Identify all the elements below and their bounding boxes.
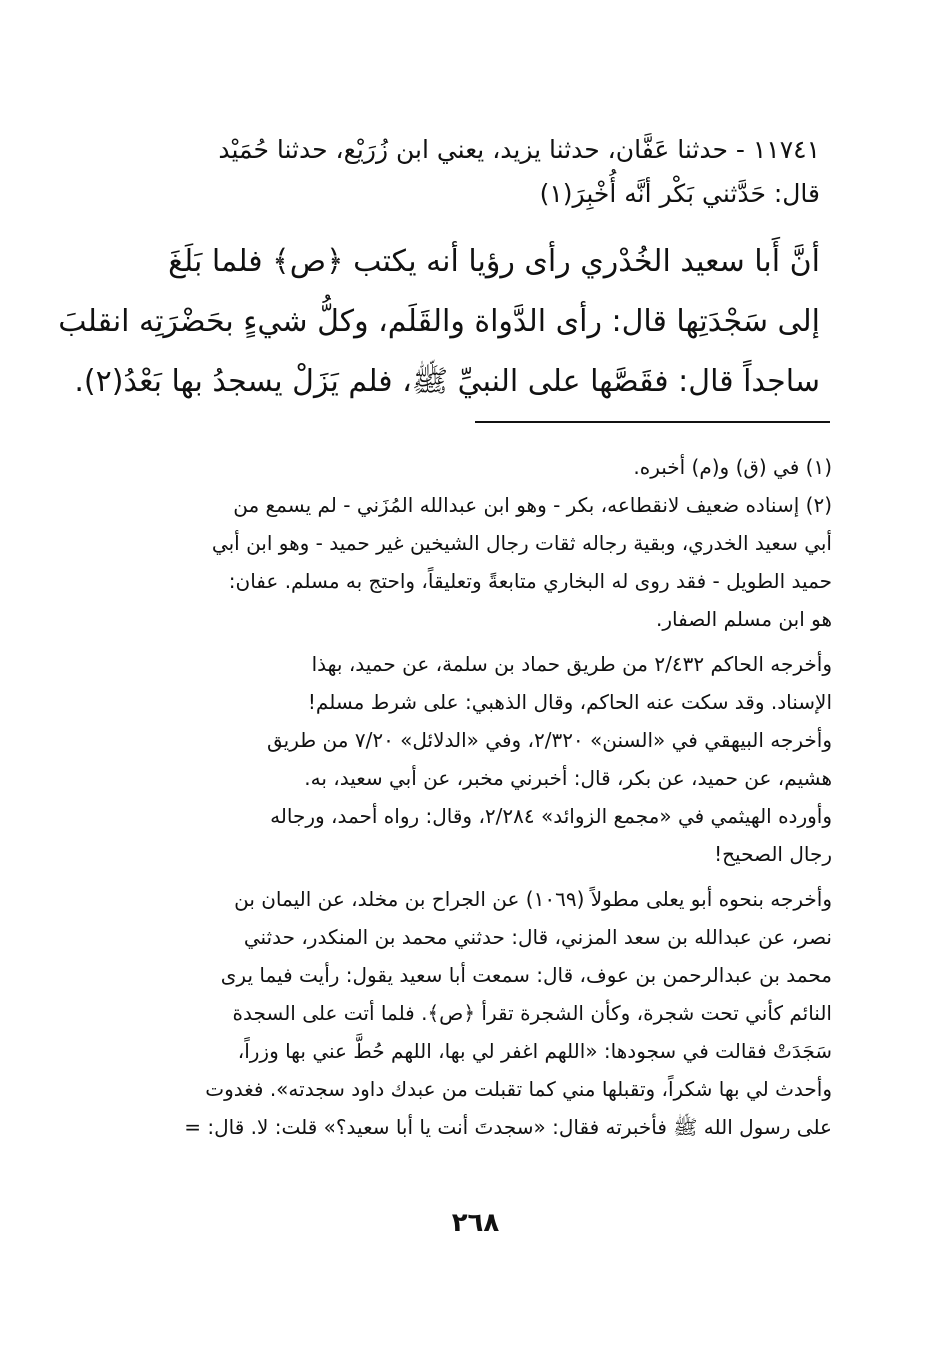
hadith-text-line: إلى سَجْدَتِها قال: رأى الدَّواة والقَلَم، وكلُّ شيءٍ بحَضْرَتِه انقلبَ [58, 304, 820, 339]
footnote-line: وأخرجه البيهقي في «السنن» ٢/٣٢٠، وفي «الدلائل» ٧/٢٠ من طريق [266, 728, 832, 752]
isnad-line: ١١٧٤١ - حدثنا عَفَّان، حدثنا يزيد، يعني ابن زُرَيْع، حدثنا حُمَيْد [218, 135, 820, 164]
footnote [126, 448, 832, 486]
footnotes [126, 448, 832, 1146]
paragraph-gap [126, 638, 832, 645]
page-number: ٢٦٨ [451, 1208, 500, 1238]
hadith-isnad [120, 128, 820, 216]
footnote-line: رجال الصحيح! [714, 842, 832, 866]
hadith-text [58, 232, 820, 412]
isnad-line: قال: حَدَّثني بَكْر أنَّه أُخْبِرَ(١) [539, 179, 820, 208]
footnote-line: حميد الطويل - فقد روى له البخاري متابعةً وتعليقاً، واحتج به مسلم. عفان: [228, 569, 832, 593]
footnote-paragraph [126, 880, 832, 1146]
hadith-text-line: أنَّ أَبا سعيد الخُدْري رأى رؤيا أنه يكتب ﴿ص﴾ فلما بَلَغَ [168, 244, 820, 279]
footnote-line: هو ابن مسلم الصفار. [655, 607, 832, 631]
footnote-line: سَجَدَتْ فقالت في سجودها: «اللهم اغفر لي بها، اللهم حُطَّ عني بها وزراً، [237, 1039, 832, 1063]
footnote-paragraph [126, 645, 832, 721]
footnote-line: النائم كأني تحت شجرة، وكأن الشجرة تقرأ ﴿ص﴾. فلما أتت على السجدة [232, 1001, 832, 1025]
paragraph-gap [126, 873, 832, 880]
footnote-line: محمد بن عبدالرحمن بن عوف، قال: سمعت أبا سعيد يقول: رأيت فيما يرى [220, 963, 832, 987]
footnote-line: وأخرجه بنحوه أبو يعلى مطولاً (١٠٦٩) عن الجراح بن مخلد، عن اليمان بن [234, 887, 832, 911]
footnote-line: وأخرجه الحاكم ٢/٤٣٢ من طريق حماد بن سلمة، عن حميد، بهذا [311, 652, 832, 676]
footnote-line: هشيم، عن حميد، عن بكر، قال: أخبرني مخبر، عن أبي سعيد، به. [304, 766, 832, 790]
footnote [126, 486, 832, 638]
footnote-paragraph [126, 797, 832, 873]
footnote-line: أبي سعيد الخدري، وبقية رجاله ثقات رجال الشيخين غير حميد - وهو ابن أبي [211, 531, 832, 555]
hadith-text-line: ساجداً قال: فقَصَّها على النبيِّ ﷺ، فلم يَزَلْ يسجدُ بها بَعْدُ(٢). [74, 364, 820, 399]
footnote-line: (٢) إسناده ضعيف لانقطاعه، بكر - وهو ابن عبدالله المُزَني - لم يسمع من [233, 493, 832, 517]
footnote-line: على رسول الله ﷺ فأخبرته فقال: «سجدتَ أنت يا أبا سعيد؟» قلت: لا. قال: = [184, 1115, 832, 1139]
footnote-line: (١) في (ق) و(م) أخبره. [633, 455, 832, 479]
footnote-line: وأورده الهيثمي في «مجمع الزوائد» ٢/٢٨٤، وقال: رواه أحمد، ورجاله [270, 804, 832, 828]
footnote-paragraph [126, 721, 832, 797]
footnote-line: الإسناد. وقد سكت عنه الحاكم، وقال الذهبي: على شرط مسلم! [307, 690, 832, 714]
footnote-divider [475, 421, 830, 423]
footnote-line: وأحدث لي بها شكراً، وتقبلها مني كما تقبلت من عبدك داود سجدته». فغدوت [205, 1077, 832, 1101]
footnote-line: نصر، عن عبدالله بن سعد المزني، قال: حدثني محمد بن المنكدر، حدثني [243, 925, 832, 949]
